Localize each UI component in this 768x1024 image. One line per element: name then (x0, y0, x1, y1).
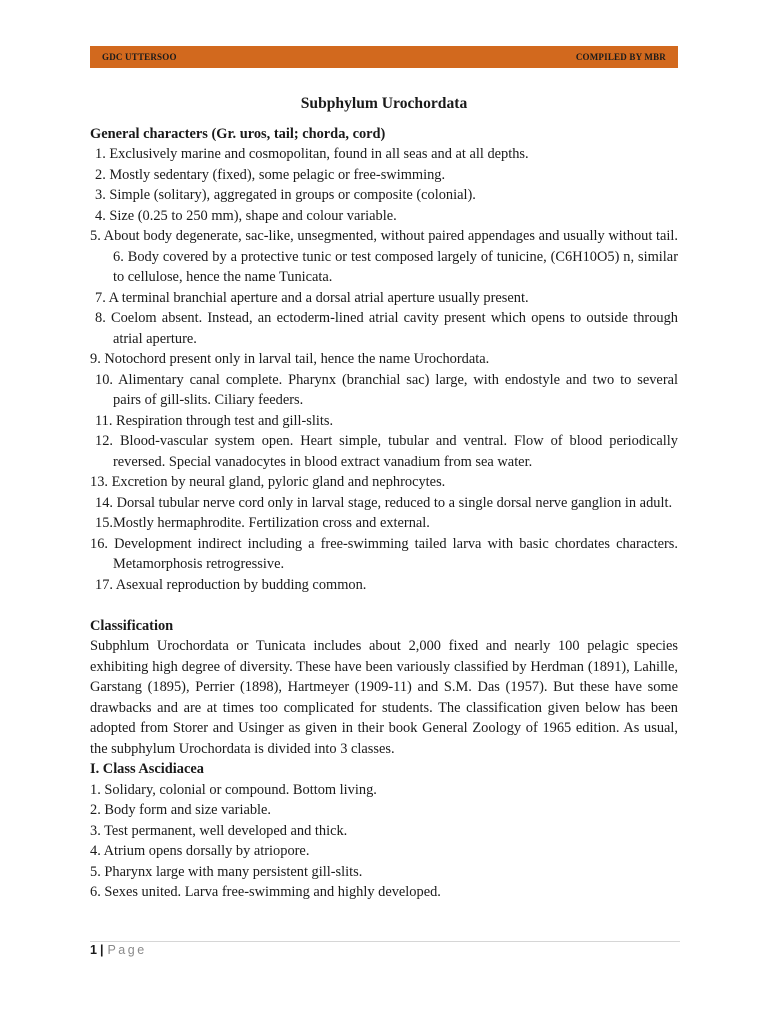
list-item: 14. Dorsal tubular nerve cord only in larval stage, reduced to a single dorsal nerve ganglion in adult. (95, 494, 673, 511)
general-characters-heading: General characters (Gr. uros, tail; chorda, cord) (90, 125, 386, 142)
list-item: 6. Sexes united. Larva free-swimming and highly developed. (90, 884, 441, 900)
list-item: 17. Asexual reproduction by budding common. (95, 576, 367, 593)
page-footer (90, 943, 147, 957)
page-number: 1 (90, 943, 97, 957)
header-left-text: GDC UTTERSOO (102, 52, 177, 62)
header-bar (90, 46, 678, 68)
document-body (90, 94, 678, 903)
list-item: 9. Notochord present only in larval tail, hence the name Urochordata. (90, 351, 490, 367)
list-item: 4. Atrium opens dorsally by atriopore. (90, 843, 310, 859)
list-item: 3. Simple (solitary), aggregated in groups or composite (colonial). (95, 187, 476, 203)
page-separator: | (99, 943, 104, 957)
list-item: 10. Alimentary canal complete. Pharynx (branchial sac) large, with endostyle and two to several pairs of gill-slits. Ciliary feeders. (95, 371, 678, 408)
classification-heading: Classification (90, 617, 174, 634)
list-item: 1. Exclusively marine and cosmopolitan, found in all seas and at all depths. (95, 146, 529, 162)
list-item: 11. Respiration through test and gill-slits. (95, 412, 334, 429)
header-right-text: COMPILED BY MBR (575, 52, 666, 62)
section-spacer (90, 595, 678, 616)
footer-divider (90, 941, 680, 942)
classification-paragraph: Subphlum Urochordata or Tunicata includes about 2,000 fixed and nearly 100 pelagic species exhibiting high degree of diversity. These have been variously classified by Herdman (1891), Lahille, Garstang (1895), Perrier (1898), Hartmeyer (1909-11) and S.M. Das (1957). But these have some drawbacks and are at times too complicated for students. The classification given below has been adopted from Storer and Usinger as given in their book General Zoology of 1965 edition. As usual, the subphylum Urochordata is divided into 3 classes. (90, 638, 678, 757)
list-item: 2. Mostly sedentary (fixed), some pelagic or free-swimming. (95, 166, 446, 183)
list-item: 5. Pharynx large with many persistent gill-slits. (90, 863, 363, 880)
list-item: 2. Body form and size variable. (90, 802, 272, 818)
list-item: 8. Coelom absent. Instead, an ectoderm-lined atrial cavity present which opens to outside through atrial aperture. (95, 310, 678, 347)
list-item: 12. Blood-vascular system open. Heart simple, tubular and ventral. Flow of blood periodically reversed. Special vanadocytes in blood extract vanadium from sea water. (95, 433, 678, 470)
list-item: 15.Mostly hermaphrodite. Fertilization cross and external. (95, 515, 430, 531)
list-item: 4. Size (0.25 to 250 mm), shape and colour variable. (95, 207, 397, 224)
list-item: 7. A terminal branchial aperture and a dorsal atrial aperture usually present. (95, 289, 529, 306)
list-item: 16. Development indirect including a free-swimming tailed larva with basic chordates characters. Metamorphosis retrogressive. (90, 535, 678, 572)
page-title: Subphylum Urochordata (300, 95, 468, 112)
list-item: 1. Solidary, colonial or compound. Bottom living. (90, 781, 377, 798)
general-characters-list (90, 144, 678, 595)
list-item: 13. Excretion by neural gland, pyloric gland and nephrocytes. (90, 474, 446, 490)
class-ascidiacea-list (90, 780, 678, 903)
class-ascidiacea-heading: I. Class Ascidiacea (90, 761, 204, 777)
page-label: Page (107, 943, 147, 957)
list-item: 5. About body degenerate, sac-like, unsegmented, without paired appendages and usually without tail. 6. Body covered by a protective tunic or test composed largely of tunicine, (C6H10O5) n, similar to cellulose, hence the name Tunicata. (90, 228, 678, 285)
list-item: 3. Test permanent, well developed and thick. (90, 822, 348, 839)
